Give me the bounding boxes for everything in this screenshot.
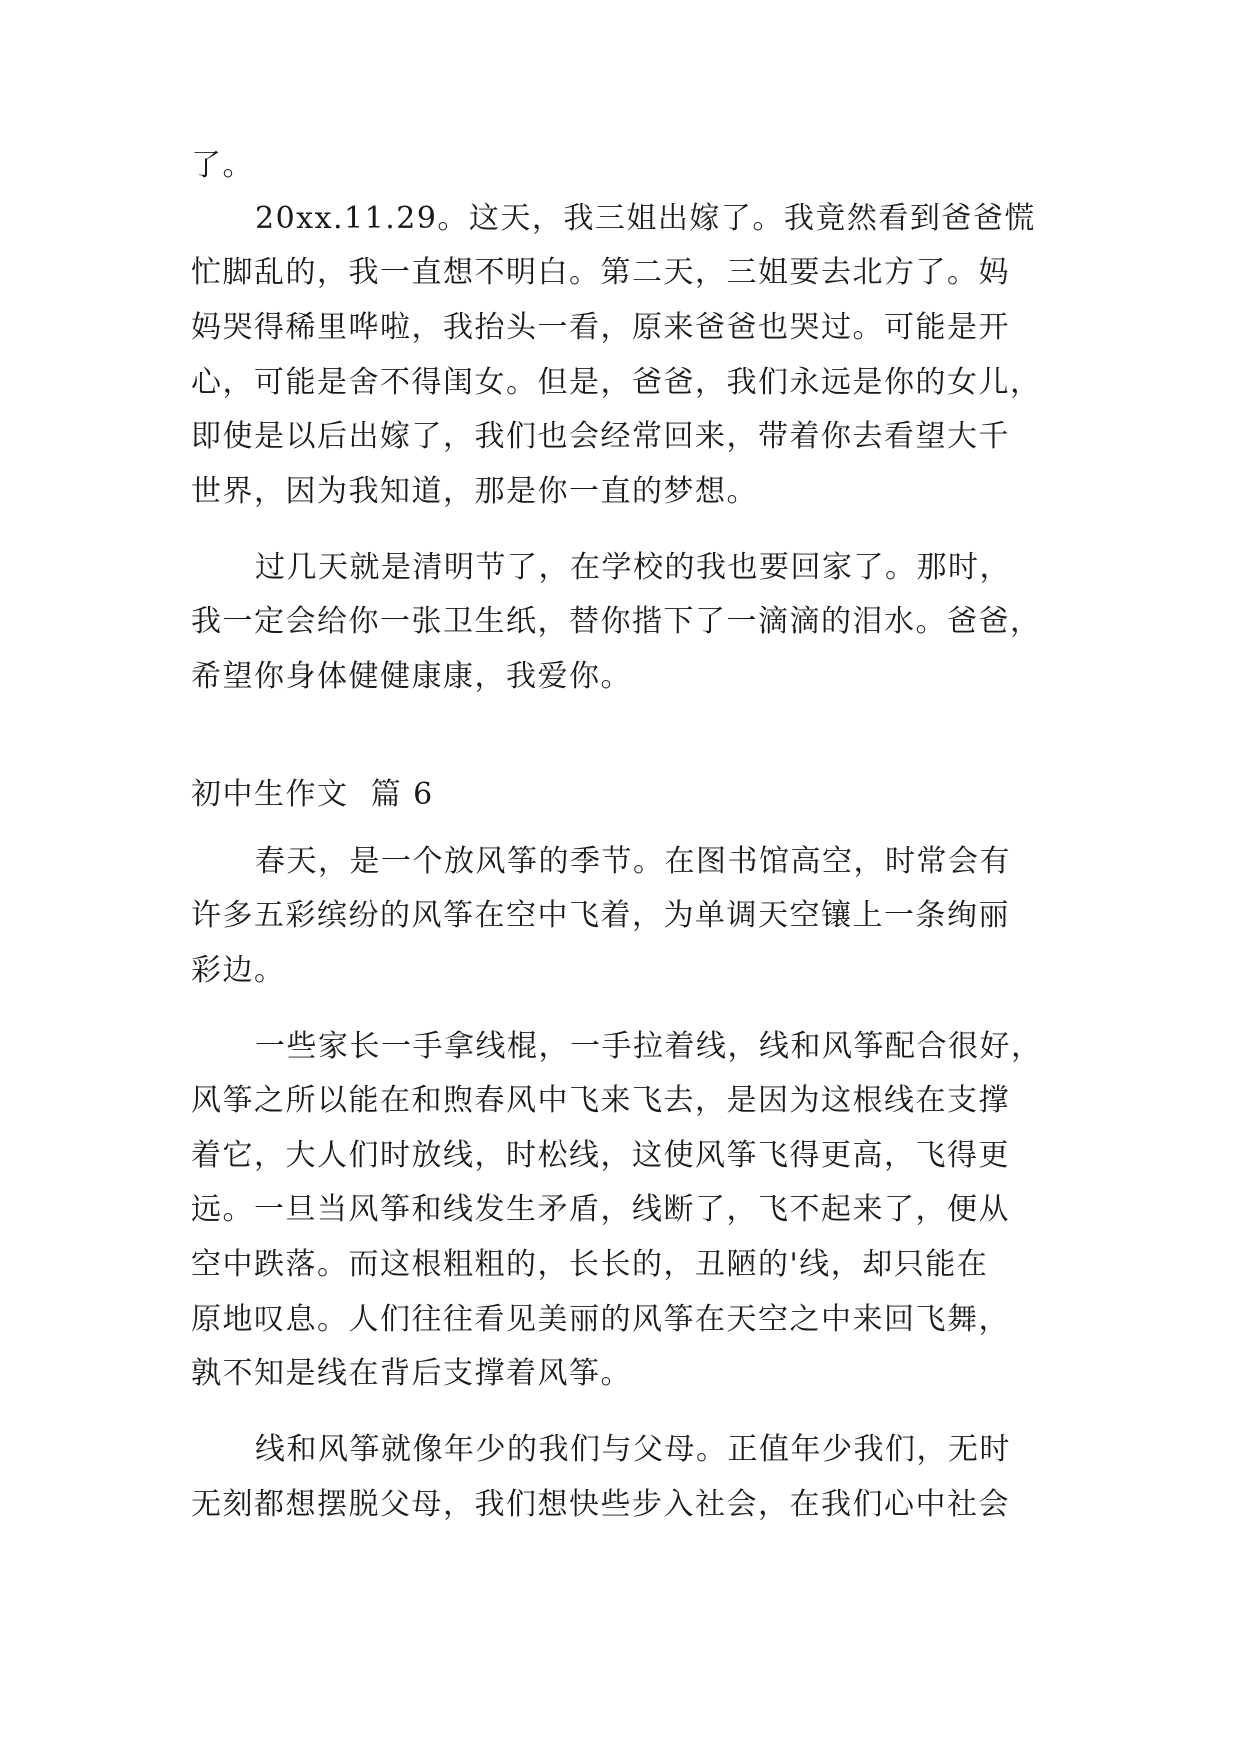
paragraph-line: 无刻都想摆脱父母，我们想快些步入社会，在我们心中社会 xyxy=(191,1487,1010,1522)
paragraph-line: 着它，大人们时放线，时松线，这使风筝飞得更高，飞得更 xyxy=(191,1138,1010,1173)
paragraph-line: 春天，是一个放风筝的季节。在图书馆高空，时常会有 xyxy=(255,844,1011,879)
paragraph-line: 线和风筝就像年少的我们与父母。正值年少我们，无时 xyxy=(255,1432,1011,1467)
paragraph-line: 许多五彩缤纷的风筝在空中飞着，为单调天空镶上一条绚丽 xyxy=(191,898,1010,933)
paragraph-line: 即使是以后出嫁了，我们也会经常回来，带着你去看望大千 xyxy=(191,419,1010,454)
paragraph-line: 过几天就是清明节了，在学校的我也要回家了。那时， xyxy=(255,550,1011,585)
paragraph-line: 心，可能是舍不得闺女。但是，爸爸，我们永远是你的女儿， xyxy=(191,365,1042,400)
paragraph-line: 一些家长一手拿线棍，一手拉着线，线和风筝配合很好， xyxy=(255,1029,1043,1064)
paragraph-line: 彩边。 xyxy=(191,953,286,988)
paragraph-line: 希望你身体健健康康，我爱你。 xyxy=(191,659,632,694)
paragraph-line: 妈哭得稀里哗啦，我抬头一看，原来爸爸也哭过。可能是开 xyxy=(191,310,1010,345)
paragraph-line: 世界，因为我知道，那是你一直的梦想。 xyxy=(191,474,758,509)
paragraph-line: 风筝之所以能在和煦春风中飞来飞去，是因为这根线在支撑 xyxy=(191,1083,1010,1118)
paragraph-line: 了。 xyxy=(191,148,254,183)
paragraph-line: 空中跌落。而这根粗粗的，长长的，丑陋的'线，却只能在 xyxy=(191,1247,989,1282)
paragraph-line: 我一定会给你一张卫生纸，替你揩下了一滴滴的泪水。爸爸， xyxy=(191,604,1042,639)
paragraph-line: 原地叹息。人们往往看见美丽的风筝在天空之中来回飞舞， xyxy=(191,1302,1010,1337)
paragraph-line: 孰不知是线在背后支撑着风筝。 xyxy=(191,1356,632,1391)
paragraph-line: 忙脚乱的，我一直想不明白。第二天，三姐要去北方了。妈 xyxy=(191,255,1010,290)
paragraph-line: 20xx.11.29。这天，我三姐出嫁了。我竟然看到爸爸慌 xyxy=(255,201,1036,236)
section-heading: 初中生作文 篇 6 xyxy=(191,777,434,812)
paragraph-line: 远。一旦当风筝和线发生矛盾，线断了，飞不起来了，便从 xyxy=(191,1192,1010,1227)
